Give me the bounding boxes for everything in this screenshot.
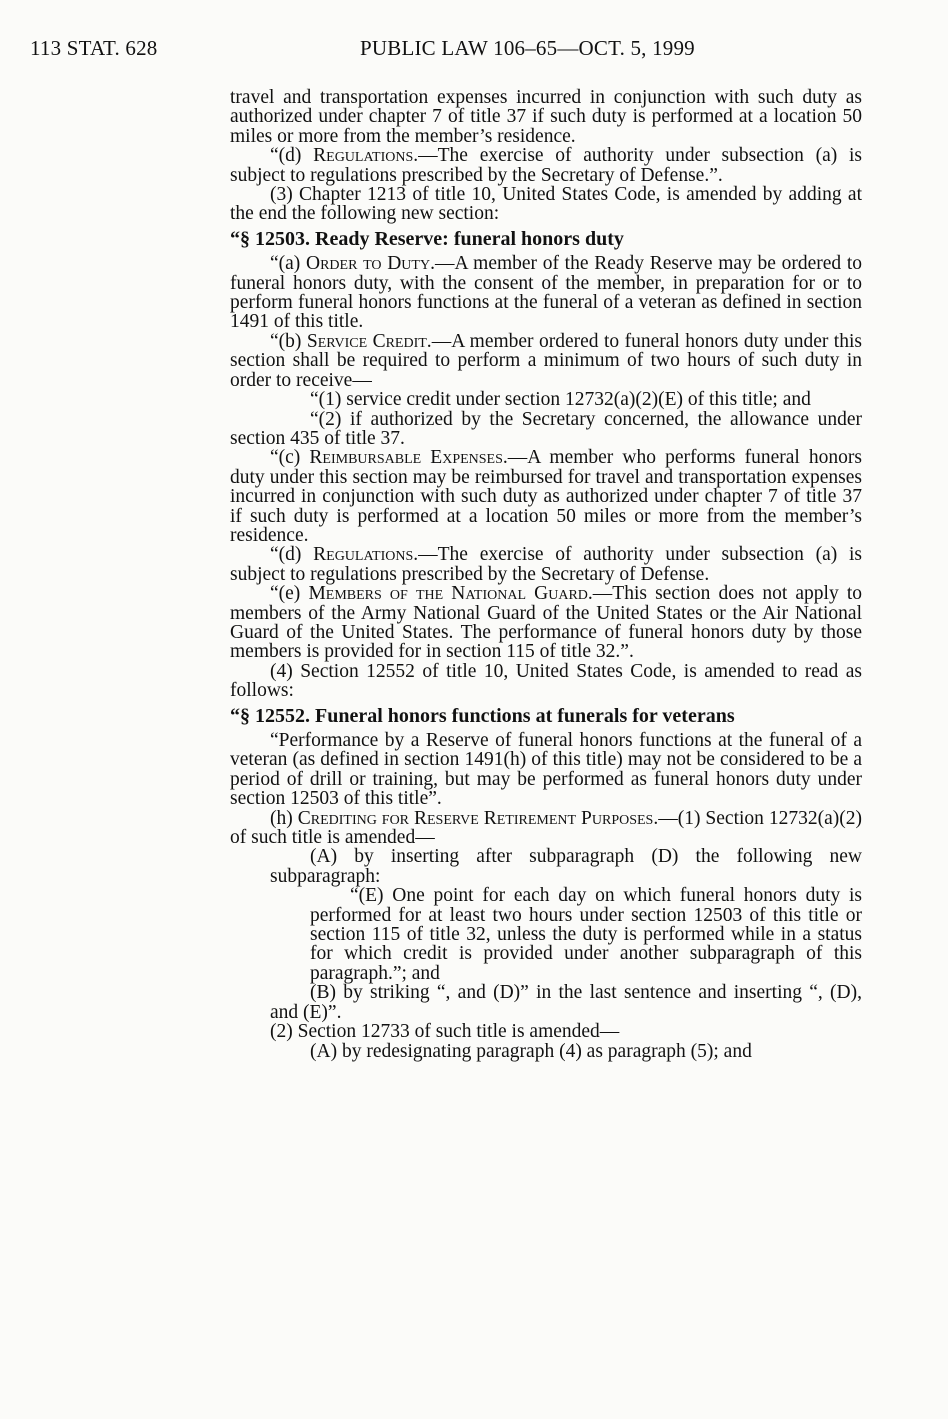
paragraph-h2: (2) Section 12733 of such title is amended— — [270, 1021, 620, 1043]
subparagraph-e-text: “(E) One point for each day on which funeral honors duty is performed for at least two hours under section 12503 of this title or section 115 of title 32, unless the duty is performed while in a status for which credit is provided under another subparagraph of this paragraph.”; and — [310, 885, 862, 984]
label: “(c) — [270, 447, 310, 469]
text: —(1) Section 12732(a)(2) of such title is amended— — [230, 807, 863, 849]
text: —The exercise of authority under subsection (a) is subject to regulations prescribed by the Secretary of Defense.”. — [230, 145, 862, 186]
text: —A member ordered to funeral honors duty under this section shall be required to perform a minimum of two hours of such duty in order to receive— — [230, 330, 862, 391]
heading: Crediting for Reserve Retirement Purposes. — [297, 807, 659, 829]
label: “(d) — [270, 544, 314, 566]
subsection-d — [230, 545, 862, 584]
heading: Order to Duty. — [306, 253, 435, 275]
subsection-a — [230, 254, 862, 332]
law-text — [230, 88, 862, 1061]
heading: Regulations. — [313, 145, 419, 167]
paragraph-3: (3) Chapter 1213 of title 10, United States Code, is amended by adding at the end the following new section: — [230, 184, 862, 225]
label: “(b) — [270, 330, 307, 352]
label: “(d) — [270, 145, 314, 167]
statute-page-number: 113 STAT. 628 — [30, 36, 158, 60]
heading: Service Credit. — [306, 330, 432, 352]
text: —The exercise of authority under subsection (a) is subject to regulations prescribed by the Secretary of Defense. — [230, 544, 862, 585]
page-header — [30, 36, 890, 66]
subsection-b — [230, 332, 862, 390]
label: “(e) — [270, 583, 309, 605]
subsection-c — [230, 448, 862, 545]
text: —A member who performs funeral honors duty under this section may be reimbursed for travel and transportation expenses incurred in conjunction with such duty as authorized under chapter 7 of title 37 if such duty is performed at a location 50 miles or more from the member’s residence. — [230, 447, 862, 546]
subparagraph-h1a: (A) by inserting after subparagraph (D) the following new subparagraph: — [270, 846, 862, 887]
label: (h) — [270, 807, 298, 829]
subparagraph-h1b: (B) by striking “, and (D)” in the last sentence and inserting “, (D), and (E)”. — [270, 982, 862, 1023]
subsection-d-regulations — [230, 146, 862, 185]
subparagraph-h2a: (A) by redesignating paragraph (4) as paragraph (5); and — [310, 1040, 752, 1062]
public-law-citation: PUBLIC LAW 106–65—OCT. 5, 1999 — [360, 36, 695, 60]
section-12552-text: “Performance by a Reserve of funeral honors functions at the funeral of a veteran (as defined in section 1491(h) of this title) may not be considered to be a period of drill or training, but may be performed as funeral honors duty under section 12503 of this title”. — [230, 730, 862, 810]
heading: Members of the National Guard. — [308, 583, 593, 605]
section-heading-12503: “§ 12503. Ready Reserve: funeral honors duty — [230, 227, 624, 250]
continued-paragraph: travel and transportation expenses incurred in conjunction with such duty as authorized under chapter 7 of title 37 if such duty is performed at a location 50 miles or more from the member’s residence. — [230, 87, 862, 147]
text: —A member of the Ready Reserve may be ordered to funeral honors duty, with the consent of the member, in preparation for or to perform funeral honors functions at the funeral of a veteran as defined in section 1491 of this title. — [230, 253, 862, 333]
label: “(a) — [270, 253, 306, 275]
text: —This section does not apply to members of the Army National Guard of the United States or the Air National Guard of the United States. The performance of funeral honors duty by those members is provided for in section 115 of title 32.”. — [230, 583, 862, 663]
section-heading-12552: “§ 12552. Funeral honors functions at funerals for veterans — [230, 704, 735, 727]
paragraph-b2: “(2) if authorized by the Secretary concerned, the allowance under section 435 of title 37. — [230, 408, 862, 449]
heading: Reimbursable Expenses. — [309, 447, 508, 469]
heading: Regulations. — [313, 544, 419, 566]
paragraph-4: (4) Section 12552 of title 10, United States Code, is amended to read as follows: — [230, 660, 862, 702]
paragraph-b1: “(1) service credit under section 12732(a)(2)(E) of this title; and — [310, 389, 811, 411]
subsection-e — [230, 584, 862, 662]
subsection-h — [230, 809, 862, 848]
